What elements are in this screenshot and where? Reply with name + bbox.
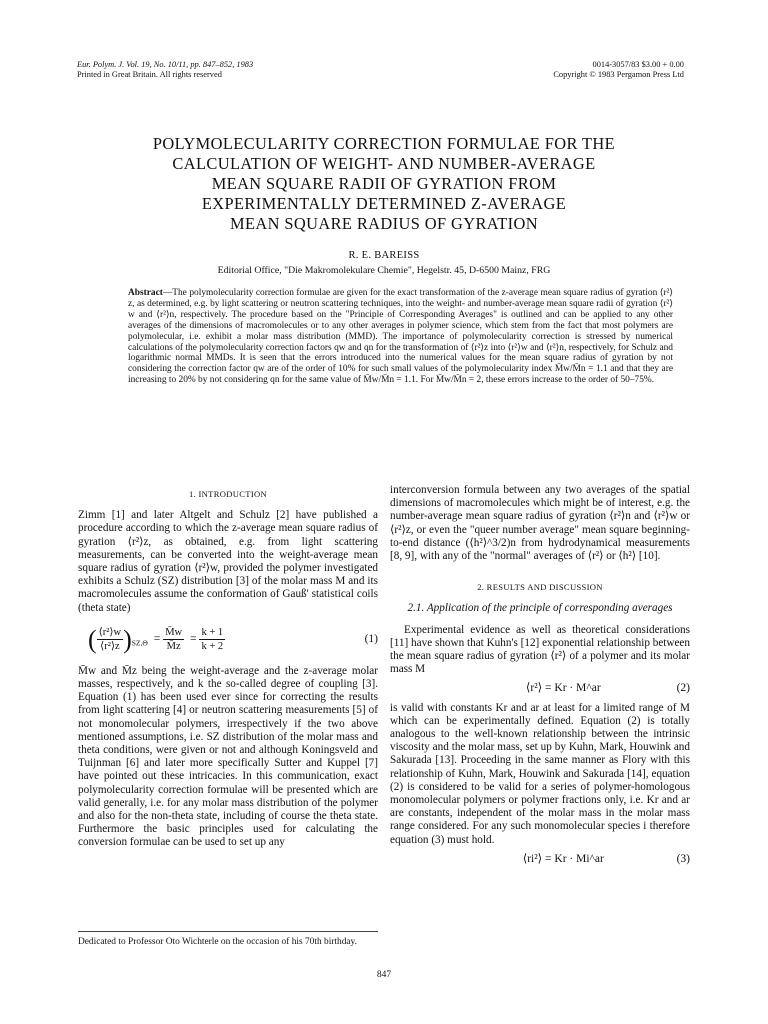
eq1-mid-numerator: M̄w: [163, 626, 184, 640]
equation-2-number: (2): [676, 682, 690, 695]
eq1-lhs-numerator: ⟨r²⟩w: [97, 626, 123, 640]
page-number: 847: [376, 970, 392, 980]
equation-2-expression: ⟨r²⟩ = Kr · M^ar: [525, 682, 601, 695]
issn-code: 0014-3057/83 $3.00 + 0.00: [592, 60, 684, 69]
abstract-label: Abstract: [128, 288, 163, 298]
equation-1: [78, 621, 378, 659]
journal-header: [77, 60, 253, 80]
subsection-heading: 2.1. Application of the principle of corresponding averages: [407, 602, 673, 615]
equation-1-number: (1): [364, 633, 378, 646]
equation-2: [390, 682, 690, 695]
equation-3-expression: ⟨ri²⟩ = Kr · Mi^ar: [522, 852, 604, 865]
journal-citation: Eur. Polym. J. Vol. 19, No. 10/11, pp. 847–852, 1983: [77, 60, 254, 69]
printed-note: Printed in Great Britain. All rights reserved: [77, 70, 222, 79]
footnote-rule: [78, 931, 378, 932]
equation-3-number: (3): [676, 852, 690, 865]
title-line-1: POLYMOLECULARITY CORRECTION FORMULAE FOR THE: [152, 134, 616, 153]
results-paragraph-2: is valid with constants Kr and ar at least for a limited range of M which can be experimentally defined. Equation (2) is totally analogous to the well-known relationship between the intrinsic viscosity and the molar mass, set up by Kuhn, Mark, Houwink and Sakurada [13]. Proceeding in the same manner as Flory with this relationship of Kuhn, Mark, Houwink and Sakurada [14], equation (2) is considered to be valid for a series of polymer-homologous monomolecular polymers or polymer fractions only, i.e. Kr and ar are constants, independent of the molar mass in the molar mass range considered. For any such monomolecular species i therefore equation (3) must hold.: [390, 701, 690, 846]
paper-title: [60, 134, 708, 234]
eq1-rhs-denominator: k + 2: [201, 641, 224, 653]
affiliation: Editorial Office, "Die Makromolekulare Chemie", Hegelstr. 45, D-6500 Mainz, FRG: [217, 265, 551, 276]
equation-1-expression: ( $\frac{\text{⟨r²⟩w}}{\text{⟨r²⟩z}}$ )$_{SZ,\Theta}$ = $\frac{M̄w}{M̄z}$ = $\frac{k + 1}{k + 2}$: [88, 625, 224, 655]
title-line-3: MEAN SQUARE RADII OF GYRATION FROM: [211, 174, 557, 193]
title-line-2: CALCULATION OF WEIGHT- AND NUMBER-AVERAGE: [172, 154, 596, 173]
eq1-subscript: SZ,Θ: [131, 638, 148, 648]
eq1-rhs-numerator: k + 1: [199, 626, 225, 640]
intro-paragraph-2: M̄w and M̄z being the weight-average and the z-average molar masses, respectively, and k the so-called degree of coupling [3]. Equation (1) has been used ever since for correcting the results from light scattering [4] or neutron scattering measurements [5] of not monomolecular polymers, irrespectively if the two above mentioned assumptions, i.e. SZ distribution of the molar mass and theta conditions, were given or not and although Koningsveld and Tuijnman [6] and later more specifically Sutter and Kuppel [7] have pointed out these intricacies. In this communication, exact polymolecularity correction formulae will be presented which are valid generally, i.e. for any molar mass distribution of the polymer and also for the non-theta state, including of course the theta state. Furthermore the basic principles used for calculating the conversion formulae can be used to set up any: [78, 664, 378, 849]
title-line-4: EXPERIMENTALLY DETERMINED Z-AVERAGE: [201, 194, 567, 213]
abstract: [128, 288, 673, 386]
copyright-line: Copyright © 1983 Pergamon Press Ltd: [553, 70, 684, 79]
section-heading-introduction: 1. INTRODUCTION: [188, 489, 268, 499]
right-column: [390, 484, 690, 872]
eq1-lhs-denominator: ⟨r²⟩z: [100, 641, 120, 653]
copyright-header: [553, 60, 684, 80]
section-heading-results: 2. RESULTS AND DISCUSSION: [477, 582, 603, 593]
intro-paragraph-1: Zimm [1] and later Altgelt and Schulz [2] have published a procedure according to which the z-average mean square radius of gyration ⟨r²⟩z, as obtained, e.g. from light scattering measurements, can be converted into the weight-average mean square radius of gyration ⟨r²⟩w, provided the polymer investigated exhibits a Schulz (SZ) distribution [3] of the molar mass M and its macromolecules assume the conformation of Gauß' statistical coils (theta state): [78, 509, 378, 614]
abstract-text: —The polymolecularity correction formulae are given for the exact transformation of the z-average mean square radius of gyration ⟨r²⟩z, as determined, e.g. by light scattering or neutron scattering techniques, into the weight- and number-average mean square radii of gyration ⟨r²⟩w and ⟨r²⟩n, respectively. The procedure based on the "Principle of Corresponding Averages" is outlined and can be applied to any other averages of the dimensions of macromolecules or to any other averages in polymer science, which stem from the fact that most polymers are polymolecular, i.e. exhibit a molar mass distribution (MMD). The importance of polymolecularity correction is stressed by numerical calculations of the polymolecularity correction factors qw and qn for the transformation of ⟨r²⟩z into ⟨r²⟩w and ⟨r²⟩n, respectively, for Schulz and logarithmic normal MMDs. It is seen that the errors introduced into the numerical values for the mean square radius of gyration by not considering the correction factor qw are of the order of 10% for such small values of the polymolecularity index M̄w/M̄n = 1.1 and that they are increasing to 20% by not considering qn for the same value of M̄w/M̄n = 1.1. For M̄w/M̄n = 2, these errors increase to the order of 50–75%.: [128, 288, 673, 386]
results-paragraph-1: Experimental evidence as well as theoretical considerations [11] have shown that Kuhn's [12] exponential relationship between the mean square radius of gyration ⟨r²⟩ of a polymer and its molar mass M: [390, 623, 690, 676]
eq1-mid-denominator: M̄z: [166, 641, 181, 653]
title-line-5: MEAN SQUARE RADIUS OF GYRATION: [230, 214, 538, 233]
right-paragraph-1: interconversion formula between any two averages of the spatial dimensions of macromolecules which might be of interest, e.g. the number-average mean square radius of gyration ⟨r²⟩n and ⟨r²⟩w or ⟨r²⟩z, or even the "queer number average" mean square beginning-to-end distance (⟨h²⟩^3/2)n from hydrodynamical measurements [8, 9], with any of the "normal" averages of ⟨r²⟩ or ⟨h²⟩ [10].: [390, 484, 690, 563]
left-column: [78, 484, 378, 850]
dedication-footnote: Dedicated to Professor Oto Wichterle on the occasion of his 70th birthday.: [78, 937, 357, 947]
author: R. E. BAREISS: [348, 250, 420, 261]
equation-3: [390, 853, 690, 866]
